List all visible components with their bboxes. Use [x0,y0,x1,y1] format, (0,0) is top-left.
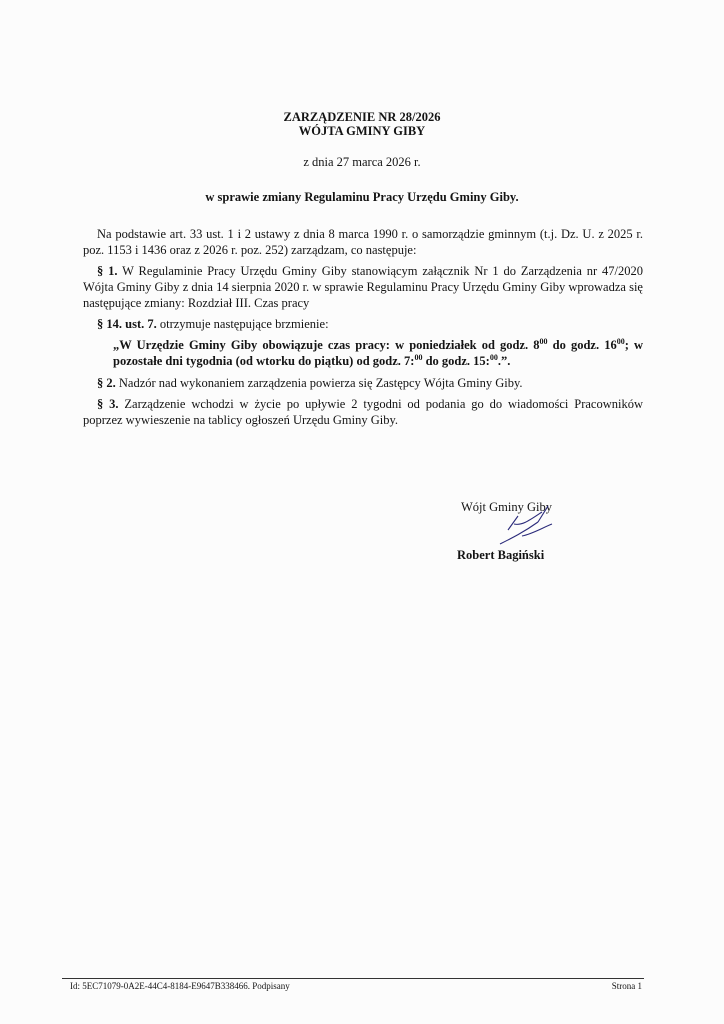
paragraph-3-label: § 3. [97,397,119,411]
quoted-provision [113,337,643,369]
document-subject: w sprawie zmiany Regulaminu Pracy Urzędu Gminy Giby. [205,190,519,204]
paragraph-14-label: § 14. ust. 7. [97,317,157,331]
footer-document-id: Id: 5EC71079-0A2E-44C4-8184-E9647B338466. Podpisany [70,981,290,991]
quote-sup-1: 00 [539,337,548,346]
document-date: z dnia 27 marca 2026 r. [303,155,421,169]
quote-part-4: do godz. 15: [422,354,490,368]
signature-name: Robert Bagiński [457,548,545,562]
paragraph-1-label: § 1. [97,264,118,278]
paragraph-1 [83,263,643,311]
quote-part-1: „W Urzędzie Gminy Giby obowiązuje czas pracy: w poniedziałek od godz. 8 [113,338,540,352]
paragraph-2 [83,375,643,391]
title-line-1: ZARZĄDZENIE NR 28/2026 [283,110,441,124]
paragraph-14 [83,316,643,332]
paragraph-2-text: Nadzór nad wykonaniem zarządzenia powierza się Zastępcy Wójta Gminy Giby. [115,376,523,390]
paragraph-3-text: Zarządzenie wchodzi w życie po upływie 2 tygodni od podania go do wiadomości Pracowników poprzez wywieszenie na tablicy ogłoszeń Urzędu Gminy Giby. [83,397,644,427]
footer-page-number: Strona 1 [611,981,642,991]
paragraph-2-label: § 2. [97,376,116,390]
preamble: Na podstawie art. 33 ust. 1 i 2 ustawy z dnia 8 marca 1990 r. o samorządzie gminnym (t.j. Dz. U. z 2025 r. poz. 1153 i 1436 oraz z 2026 r. poz. 252) zarządzam, co następuje: [83,227,643,257]
quote-sup-3: 00 [414,353,423,362]
document-body [83,226,643,433]
quote-sup-2: 00 [616,337,625,346]
document-header [0,110,724,138]
paragraph-3 [83,396,643,428]
quote-sup-4: 00 [489,353,498,362]
paragraph-14-text: otrzymuje następujące brzmienie: [156,317,329,331]
signature-role: Wójt Gminy Giby [461,500,552,514]
quote-part-5: .”. [497,354,511,368]
footer-divider [62,978,644,979]
quote-part-2: do godz. 16 [547,338,617,352]
title-line-2: WÓJTA GMINY GIBY [298,124,426,138]
paragraph-1-text: W Regulaminie Pracy Urzędu Gminy Giby stanowiącym załącznik Nr 1 do Zarządzenia nr 47/2020 Wójta Gminy Giby z dnia 14 sierpnia 2020 r. w sprawie Regulaminu Pracy Urzędu Gminy Giby wprowadza się następujące zmiany: Rozdział III. Czas pracy [83,264,643,310]
quote-part-3: ; w pozostałe dni tygodnia (od wtorku do piątku) od godz. 7: [113,338,644,368]
